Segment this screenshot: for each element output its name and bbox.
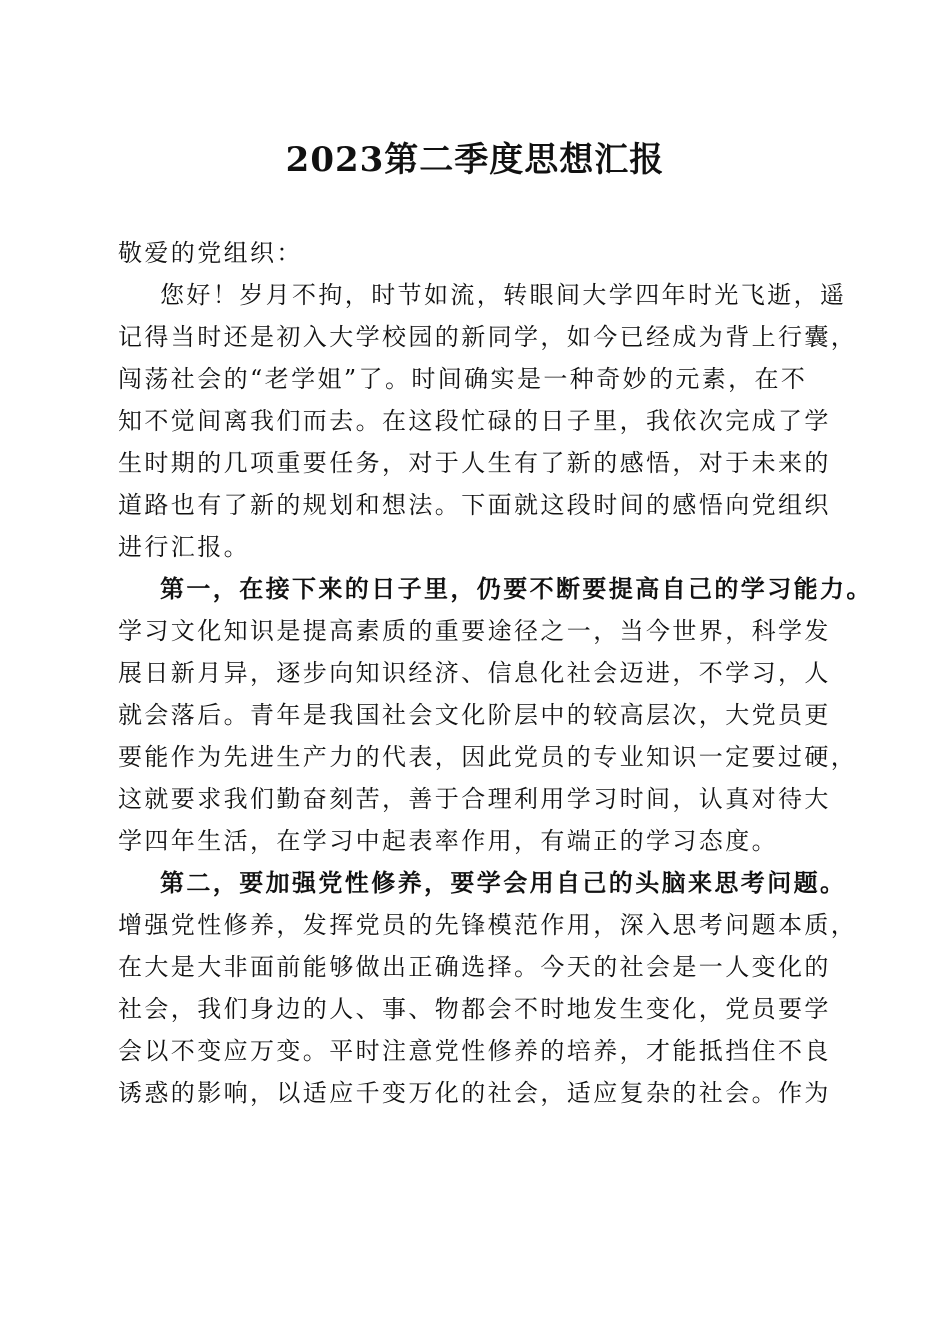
- paragraph-line: 闯荡社会的“老学姐”了。时间确实是一种奇妙的元素，在不: [118, 365, 808, 393]
- paragraph-line: 要能作为先进生产力的代表，因此党员的专业知识一定要过硬，: [118, 743, 858, 771]
- paragraph-heading: 第一，在接下来的日子里，仍要不断要提高自己的学习能力。: [160, 574, 873, 603]
- paragraph-line: 在大是大非面前能够做出正确选择。今天的社会是一人变化的: [118, 953, 831, 981]
- paragraph-line: 学习文化知识是提高素质的重要途径之一，当今世界，科学发: [118, 617, 831, 645]
- paragraph-line: 学四年生活，在学习中起表率作用，有端正的学习态度。: [118, 827, 778, 855]
- document-title: 2023第二季度思想汇报: [285, 140, 665, 180]
- paragraph-line: 道路也有了新的规划和想法。下面就这段时间的感悟向党组织: [118, 491, 831, 519]
- paragraph-line: 社会，我们身边的人、事、物都会不时地发生变化，党员要学: [118, 995, 831, 1023]
- paragraph-party-spirit: [118, 862, 858, 1114]
- paragraph-line: 进行汇报。: [118, 533, 250, 561]
- paragraph-line: 您好！岁月不拘，时节如流，转眼间大学四年时光飞逝，遥: [160, 281, 847, 309]
- salutation: 敬爱的党组织：: [118, 239, 303, 267]
- paragraph-line: 展日新月异，逐步向知识经济、信息化社会迈进，不学习，人: [118, 659, 831, 687]
- paragraph-line: 生时期的几项重要任务，对于人生有了新的感悟，对于未来的: [118, 449, 831, 477]
- paragraph-heading: 第二，要加强党性修养，要学会用自己的头脑来思考问题。: [160, 868, 847, 897]
- paragraph-line: 这就要求我们勤奋刻苦，善于合理利用学习时间，认真对待大: [118, 785, 831, 813]
- paragraph-line: 知不觉间离我们而去。在这段忙碌的日子里，我依次完成了学: [118, 407, 831, 435]
- paragraph-line: 增强党性修养，发挥党员的先锋模范作用，深入思考问题本质，: [118, 911, 858, 939]
- paragraph-learning: [118, 568, 873, 862]
- paragraph-line: 会以不变应万变。平时注意党性修养的培养，才能抵挡住不良: [118, 1037, 831, 1065]
- paragraph-line: 诱惑的影响，以适应千变万化的社会，适应复杂的社会。作为: [118, 1079, 831, 1107]
- paragraph-line: 就会落后。青年是我国社会文化阶层中的较高层次，大党员更: [118, 701, 831, 729]
- document-body: [118, 232, 873, 1114]
- paragraph-greeting: [118, 274, 858, 568]
- paragraph-line: 记得当时还是初入大学校园的新同学，如今已经成为背上行囊，: [118, 323, 858, 351]
